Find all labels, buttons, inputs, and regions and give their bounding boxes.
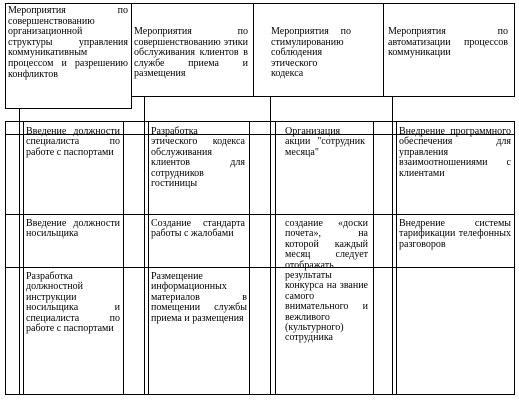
cell-r2-c3: создание «доски почета», на которой каждый месяц следует отображать результаты конкурса на звание самого внимательного и вежливого (культурного) сотрудника bbox=[285, 218, 368, 344]
header-cell-stimulation: Мероприятия по стимулированию соблюдения этического кодекса bbox=[271, 26, 351, 80]
cell-r1-c3: Организация акции "сотрудник месяца" bbox=[285, 126, 365, 158]
cell-r1-c2: Разработка этического кодекса обслуживания клиентов для сотрудников гостиницы bbox=[151, 126, 245, 190]
cell-r2-c4: Внедрение системы тарификации телефонных разговоров bbox=[399, 218, 511, 250]
cell-r1-c1: Введение должности специалиста по работе с паспортами bbox=[26, 126, 120, 158]
cell-r3-c2: Размещение информационных материалов в помещении службы приема и размещения bbox=[151, 271, 247, 324]
header-cell-structure: Мероприятия по совершенствованию организационной структуры управления коммуникативным процессом и разрешению конфликтов bbox=[8, 5, 128, 80]
cell-r2-c1: Введение должности носильщика bbox=[26, 218, 120, 240]
cell-r2-c2: Создание стандарта работы с жалобами bbox=[151, 218, 245, 240]
header-cell-automation: Мероприятия по автоматизации процессов коммуникации bbox=[388, 26, 508, 59]
cell-r3-c1: Разработка должностной инструкции носильщика и специалиста по работе с паспортами bbox=[26, 271, 120, 335]
header-cell-ethics: Мероприятия по совершенствованию этики обслуживания клиентов в службе приема и размещения bbox=[134, 26, 248, 80]
cell-r1-c4: Внедрение программного обеспечения для управления взаимоотношениями с клиентами bbox=[399, 126, 511, 179]
